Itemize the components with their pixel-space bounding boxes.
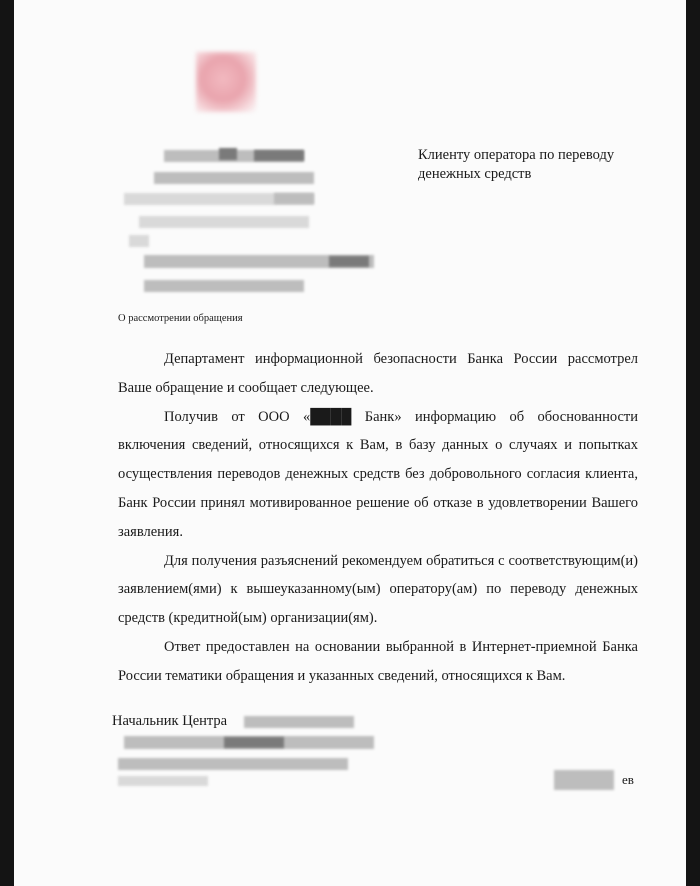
subject-line: О рассмотрении обращения [118, 313, 243, 324]
letter-body [118, 345, 638, 691]
emblem-redacted [196, 52, 256, 112]
paragraph-3: Для получения разъяснений рекомендуем обратиться с соответствующим(и) заявлением(ями) к вышеуказанному(ым) оператору(ам) по переводу денежных средств (кредитной(ым) организации(ям). [118, 552, 638, 627]
signature-title: Начальник Центра [112, 713, 228, 729]
paragraph-4: Ответ предоставлен на основании выбранной в Интернет-приемной Банка России тематики обращения и указанных сведений, относящихся к Вам. [118, 638, 638, 684]
paragraph-1: Департамент информационной безопасности Банка России рассмотрел Ваше обращение и сообщает следующее. [118, 351, 638, 396]
letter-page [14, 0, 686, 886]
signature-name: ев [622, 772, 634, 787]
addressee: Клиенту оператора по переводу денежных средств [418, 147, 615, 182]
paragraph-2: Получив от ООО «████ Банк» информацию об обоснованности включения сведений, относящихся к Вам, в базу данных о случаях и попытках осуществления переводов денежных средств без добровольного согласия клиента, Банк России принял мотивированное решение об отказе в удовлетворении Вашего заявления. [118, 408, 638, 540]
